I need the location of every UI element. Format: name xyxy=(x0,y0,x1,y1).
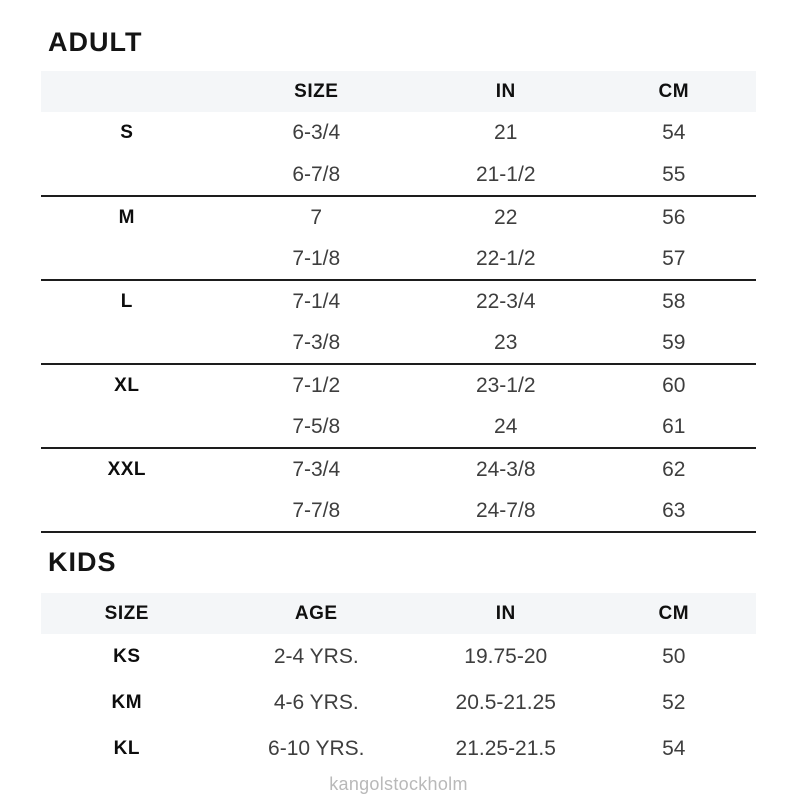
age-cell: 6-10 YRS. xyxy=(268,737,365,761)
inches-cell: 24 xyxy=(420,406,592,448)
table-row xyxy=(41,726,756,772)
hat-size-cell: 7-5/8 xyxy=(213,406,420,448)
adult-header-size: SIZE xyxy=(213,71,420,112)
inches-cell: 22-1/2 xyxy=(420,238,592,280)
hat-size-cell: 7-1/8 xyxy=(213,238,420,280)
inches-cell: 21 xyxy=(494,121,518,145)
inches-cell: 21-1/2 xyxy=(420,154,592,196)
adult-header-in: IN xyxy=(420,71,592,112)
inches-cell: 23-1/2 xyxy=(475,373,536,397)
cm-cell: 54 xyxy=(662,737,686,761)
inches-cell: 19.75-20 xyxy=(464,645,548,669)
kids-header-age: AGE xyxy=(213,593,420,634)
hat-size-cell: 7-1/4 xyxy=(292,289,341,313)
inches-cell: 24-7/8 xyxy=(420,490,592,532)
size-label xyxy=(41,406,213,448)
inches-cell: 24-3/8 xyxy=(475,457,536,481)
cm-cell: 56 xyxy=(662,205,686,229)
size-label: M xyxy=(118,206,135,228)
adult-table-header-row xyxy=(41,71,756,112)
cm-cell: 52 xyxy=(662,691,686,715)
cm-cell: 59 xyxy=(592,322,756,364)
table-row xyxy=(41,238,756,280)
hat-size-cell: 6-7/8 xyxy=(213,154,420,196)
size-label: KM xyxy=(111,692,143,714)
size-label: XL xyxy=(114,374,140,396)
table-row xyxy=(41,154,756,196)
hat-size-cell: 7 xyxy=(310,205,323,229)
hat-size-cell: 7-1/2 xyxy=(292,373,341,397)
kids-header-cm: CM xyxy=(592,593,756,634)
kids-table-header-row xyxy=(41,593,756,634)
adult-section-title: ADULT xyxy=(48,27,143,57)
cm-cell: 50 xyxy=(662,645,686,669)
size-label: KS xyxy=(113,646,141,668)
table-row xyxy=(41,112,756,154)
size-label xyxy=(41,322,213,364)
cm-cell: 55 xyxy=(592,154,756,196)
size-label: L xyxy=(120,290,133,312)
hat-size-cell: 7-3/4 xyxy=(292,457,341,481)
size-label xyxy=(41,154,213,196)
adult-header-blank-cell xyxy=(41,71,213,112)
table-row xyxy=(41,280,756,322)
adult-size-table xyxy=(41,71,756,533)
table-row xyxy=(41,196,756,238)
size-label xyxy=(41,490,213,532)
cm-cell: 54 xyxy=(662,121,686,145)
cm-cell: 62 xyxy=(662,457,686,481)
age-cell: 2-4 YRS. xyxy=(273,645,359,669)
cm-cell: 61 xyxy=(592,406,756,448)
table-row xyxy=(41,490,756,532)
inches-cell: 22 xyxy=(494,205,518,229)
kids-size-table xyxy=(41,593,756,772)
kids-section-title: KIDS xyxy=(48,547,117,578)
size-label xyxy=(41,238,213,280)
inches-cell: 20.5-21.25 xyxy=(455,691,556,715)
table-row xyxy=(41,406,756,448)
table-row xyxy=(41,448,756,490)
cm-cell: 60 xyxy=(662,373,686,397)
cm-cell: 58 xyxy=(662,289,686,313)
hat-size-cell: 6-3/4 xyxy=(292,121,341,145)
age-cell: 4-6 YRS. xyxy=(273,691,359,715)
table-row xyxy=(41,634,756,680)
hat-size-cell: 7-7/8 xyxy=(213,490,420,532)
size-label: S xyxy=(120,122,134,144)
table-row xyxy=(41,680,756,726)
size-label: XXL xyxy=(107,458,147,480)
inches-cell: 22-3/4 xyxy=(475,289,536,313)
size-label: KL xyxy=(113,738,140,760)
hat-size-cell: 7-3/8 xyxy=(213,322,420,364)
table-row xyxy=(41,364,756,406)
inches-cell: 21.25-21.5 xyxy=(455,737,556,761)
table-row xyxy=(41,322,756,364)
kids-header-in: IN xyxy=(420,593,592,634)
watermark-text: kangolstockholm xyxy=(329,774,468,795)
adult-header-cm: CM xyxy=(592,71,756,112)
inches-cell: 23 xyxy=(420,322,592,364)
cm-cell: 63 xyxy=(592,490,756,532)
kids-header-size: SIZE xyxy=(41,593,213,634)
cm-cell: 57 xyxy=(592,238,756,280)
